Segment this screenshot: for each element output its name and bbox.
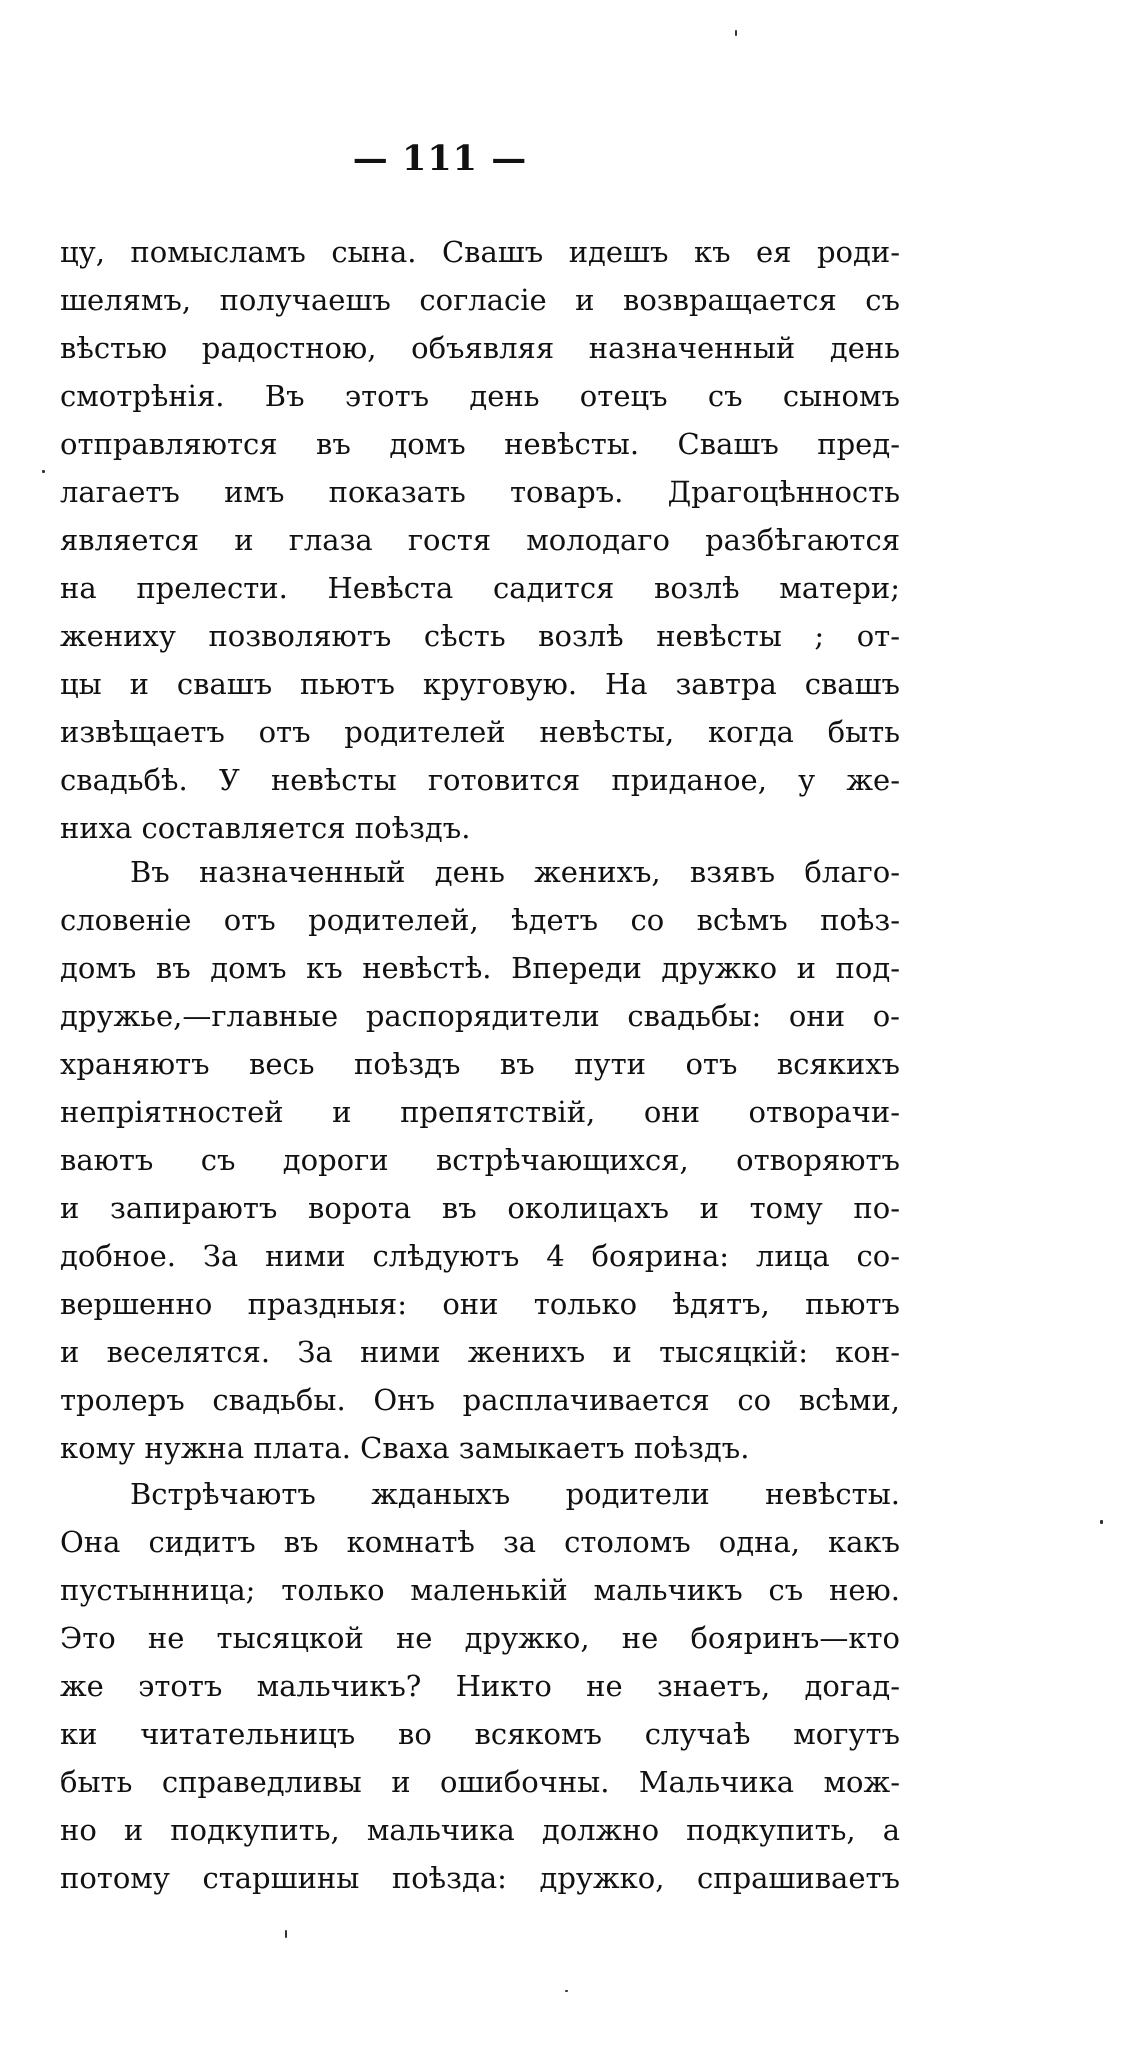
scan-speck: [285, 1930, 287, 1938]
text-line: же этотъ мальчикъ? Никто не знаетъ, догад-: [60, 1669, 900, 1703]
text-line: цы и свашъ пьютъ круговую. На завтра свашъ: [60, 667, 900, 701]
text-line: жениху позволяютъ сѣсть возлѣ невѣсты ; от-: [60, 619, 900, 653]
text-line: ваютъ съ дороги встрѣчающихся, отворяютъ: [60, 1143, 900, 1177]
text-line: вѣстью радостною, объявляя назначенный день: [60, 331, 900, 365]
text-line: но и подкупить, мальчика должно подкупить, а: [60, 1813, 900, 1847]
text-line: Встрѣчаютъ жданыхъ родители невѣсты.: [130, 1477, 900, 1511]
text-line: потому старшины поѣзда: дружко, спрашиваетъ: [60, 1861, 900, 1895]
text-line: лагаетъ имъ показать товаръ. Драгоцѣнность: [60, 475, 900, 509]
text-line: Въ назначенный день женихъ, взявъ благо-: [130, 855, 900, 889]
scan-speck: [735, 30, 737, 36]
paragraph-1: [60, 228, 900, 852]
text-line: словеніе отъ родителей, ѣдетъ со всѣмъ поѣз-: [60, 903, 900, 937]
text-line: ки читательницъ во всякомъ случаѣ могутъ: [60, 1717, 900, 1751]
text-line: ниха составляется поѣздъ.: [60, 811, 471, 845]
text-line: является и глаза гостя молодаго разбѣгаются: [60, 523, 900, 557]
text-line: на прелести. Невѣста садится возлѣ матери;: [60, 571, 900, 605]
text-line: свадьбѣ. У невѣсты готовится приданое, у же-: [60, 763, 900, 797]
text-line: отправляются въ домъ невѣсты. Свашъ пред-: [60, 427, 900, 461]
text-line: непріятностей и препятствій, они отворачи-: [60, 1095, 900, 1129]
paragraph-3: [60, 1470, 900, 1902]
text-line: Это не тысяцкой не дружко, не бояринъ—кто: [60, 1621, 900, 1655]
text-line: цу, помысламъ сына. Свашъ идешъ къ ея роди-: [60, 235, 900, 269]
text-line: тролеръ свадьбы. Онъ расплачивается со всѣми,: [60, 1383, 900, 1417]
paragraph-2: [60, 848, 900, 1472]
scan-speck: [42, 470, 45, 473]
text-line: шелямъ, получаешъ согласіе и возвращается съ: [60, 283, 900, 317]
text-line: и запираютъ ворота въ околицахъ и тому по-: [60, 1191, 900, 1225]
scan-speck: [565, 1990, 568, 1992]
text-line: кому нужна плата. Сваха замыкаетъ поѣздъ.: [60, 1431, 750, 1465]
text-line: храняютъ весь поѣздъ въ пути отъ всякихъ: [60, 1047, 900, 1081]
text-line: пустынница; только маленькій мальчикъ съ нею.: [60, 1573, 900, 1607]
text-line: быть справедливы и ошибочны. Мальчика мож-: [60, 1765, 900, 1799]
text-line: вершенно праздныя: они только ѣдятъ, пьютъ: [60, 1287, 900, 1321]
scan-speck: [1100, 1520, 1103, 1524]
text-line: Она сидитъ въ комнатѣ за столомъ одна, какъ: [60, 1525, 900, 1559]
text-line: дружье,—главные распорядители свадьбы: они о-: [60, 999, 900, 1033]
text-line: домъ въ домъ къ невѣстѣ. Впереди дружко и под-: [60, 951, 900, 985]
text-line: извѣщаетъ отъ родителей невѣсты, когда быть: [60, 715, 900, 749]
text-line: смотрѣнія. Въ этотъ день отецъ съ сыномъ: [60, 379, 900, 413]
text-line: добное. За ними слѣдуютъ 4 боярина: лица со-: [60, 1239, 900, 1273]
text-line: и веселятся. За ними женихъ и тысяцкій: кон-: [60, 1335, 900, 1369]
page-number: — 111 —: [352, 138, 528, 179]
